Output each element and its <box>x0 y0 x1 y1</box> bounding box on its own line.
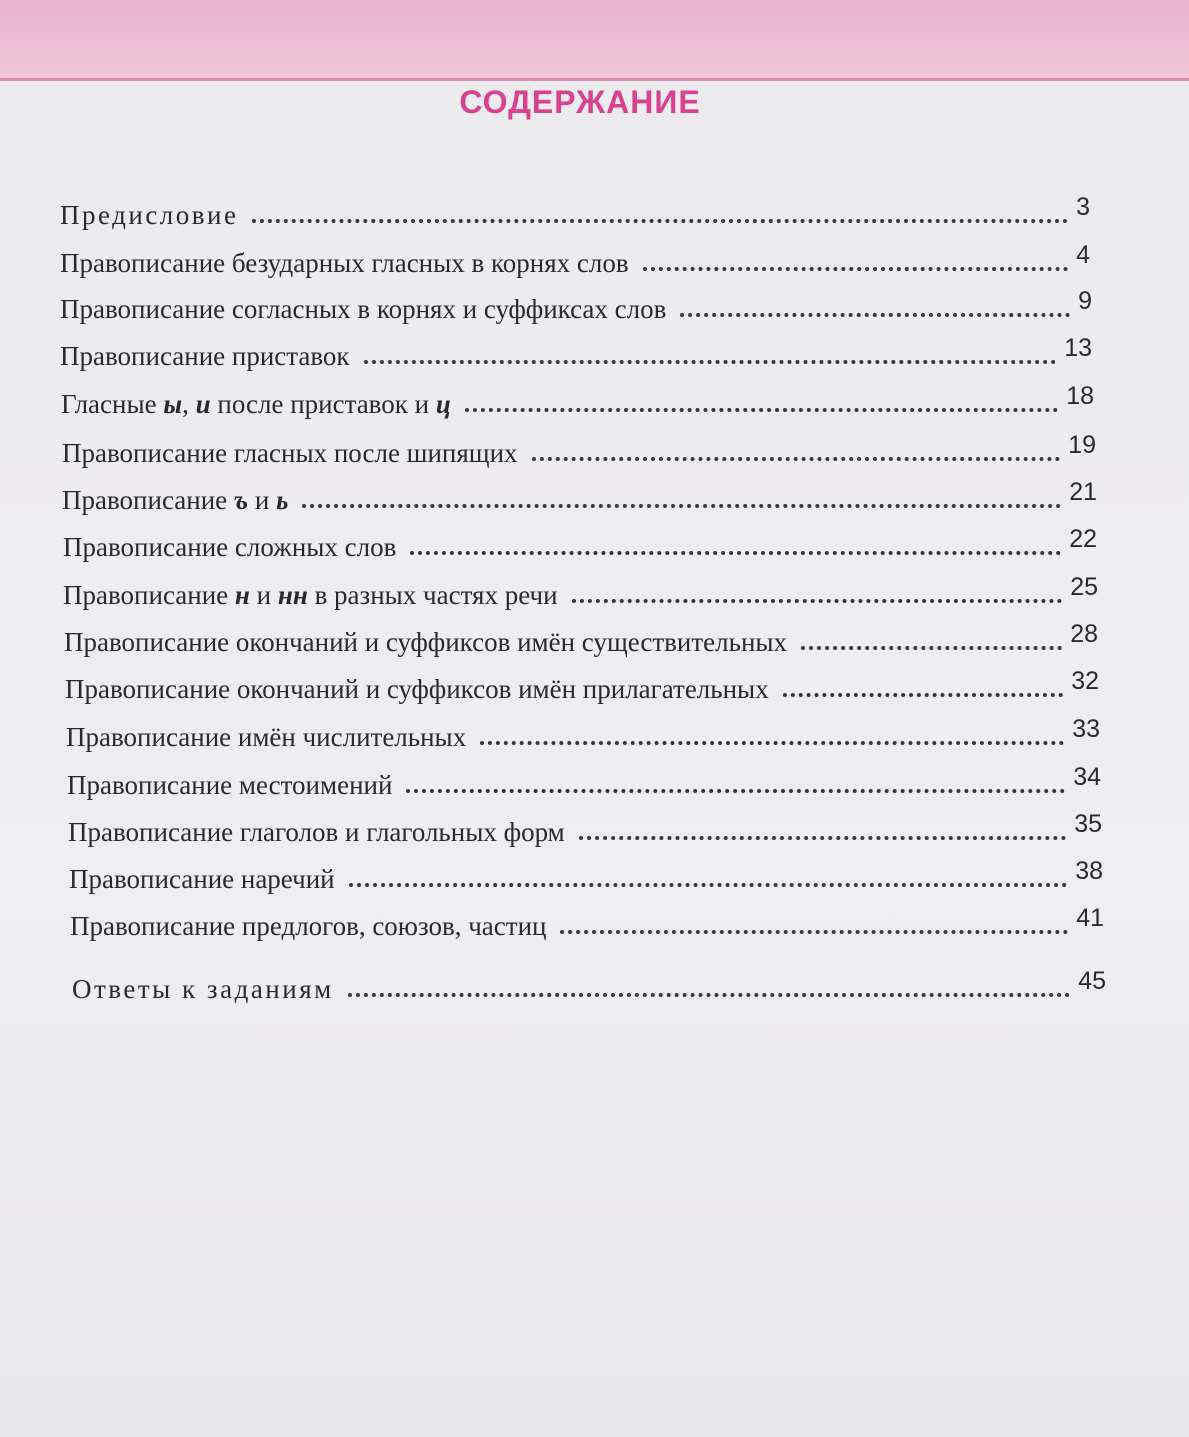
toc-entry-page: 41 <box>1076 904 1104 932</box>
dot-leader <box>579 836 1066 840</box>
dot-leader <box>801 646 1062 650</box>
dot-leader <box>465 408 1058 412</box>
toc-entry-adjective-endings <box>65 667 1099 704</box>
dot-leader <box>680 313 1070 317</box>
toc-entry-label: Правописание н и нн в разных частях речи <box>63 580 558 610</box>
toc-entry-noun-endings <box>64 620 1098 657</box>
toc-entry-adverbs <box>69 857 1103 894</box>
toc-entry-label: Правописание местоимений <box>67 770 393 800</box>
toc-entry-label: Правописание имён числительных <box>66 722 467 752</box>
toc-entry-vowels-after-sibilants <box>62 431 1096 468</box>
toc-entry-label: Правописание ъ и ь <box>62 485 289 515</box>
toc-entry-label: Правописание окончаний и суффиксов имён существительных <box>64 627 788 657</box>
toc-entry-label: Гласные ы, и после приставок и ц <box>61 389 451 419</box>
toc-entry-label: Правописание безударных гласных в корнях слов <box>60 248 629 278</box>
toc-entry-page: 38 <box>1075 857 1103 885</box>
toc-entry-unstressed-vowels <box>60 241 1090 278</box>
dot-leader <box>348 993 1070 997</box>
toc-entry-pronouns <box>67 763 1101 800</box>
toc-entry-page: 3 <box>1076 193 1090 221</box>
toc-entry-label: Правописание глаголов и глагольных форм <box>68 817 565 847</box>
dot-leader <box>410 551 1061 555</box>
dot-leader <box>783 693 1064 697</box>
toc-entry-label: Ответы к заданиям <box>72 974 334 1004</box>
toc-entry-label: Правописание приставок <box>60 341 350 371</box>
toc-entry-page: 18 <box>1066 382 1094 410</box>
toc-entry-label: Правописание гласных после шипящих <box>62 438 518 468</box>
toc-entry-numerals <box>66 715 1100 752</box>
toc-entry-n-nn <box>63 573 1098 610</box>
dot-leader <box>364 360 1057 364</box>
toc-entry-preface <box>60 193 1090 230</box>
toc-entry-prefixes <box>60 334 1092 371</box>
toc-entry-label: Правописание предлогов, союзов, частиц <box>70 911 547 941</box>
toc-entry-page: 13 <box>1064 334 1092 362</box>
dot-leader <box>480 741 1064 745</box>
toc-entry-label: Правописание согласных в корнях и суффиксах слов <box>60 294 667 324</box>
toc-entry-vowels-after-prefixes <box>61 382 1094 419</box>
toc-entry-label: Правописание наречий <box>69 864 335 894</box>
dot-leader <box>643 267 1069 271</box>
toc-entry-page: 35 <box>1074 810 1102 838</box>
toc-entry-consonants <box>60 287 1092 324</box>
toc-entry-label: Правописание окончаний и суффиксов имён прилагательных <box>65 674 769 704</box>
dot-leader <box>406 789 1065 793</box>
page-title: СОДЕРЖАНИЕ <box>459 84 701 120</box>
toc-entry-hard-soft-signs <box>62 478 1097 515</box>
toc-entry-page: 22 <box>1069 525 1097 553</box>
toc-entry-page: 9 <box>1078 287 1092 315</box>
toc-entry-page: 32 <box>1071 667 1099 695</box>
toc-entry-page: 19 <box>1068 431 1096 459</box>
dot-leader <box>302 504 1061 508</box>
dot-leader <box>349 883 1068 887</box>
dot-leader <box>532 457 1061 461</box>
toc-entry-label: Предисловие <box>60 200 239 230</box>
toc-entry-page: 21 <box>1069 478 1097 506</box>
toc-entry-compound-words <box>63 525 1097 562</box>
toc-entry-label: Правописание сложных слов <box>63 532 397 562</box>
toc-entry-page: 33 <box>1072 715 1100 743</box>
toc-entry-answers <box>72 967 1106 1004</box>
dot-leader <box>572 599 1063 603</box>
toc-entry-verbs <box>68 810 1102 847</box>
dot-leader <box>252 219 1068 223</box>
dot-leader <box>560 930 1068 934</box>
toc-entry-page: 34 <box>1073 763 1101 791</box>
toc-entry-page: 4 <box>1076 241 1090 269</box>
toc-entry-page: 25 <box>1070 573 1098 601</box>
toc-entry-prepositions <box>70 904 1104 941</box>
toc-entry-page: 28 <box>1070 620 1098 648</box>
toc-entry-page: 45 <box>1078 967 1106 995</box>
